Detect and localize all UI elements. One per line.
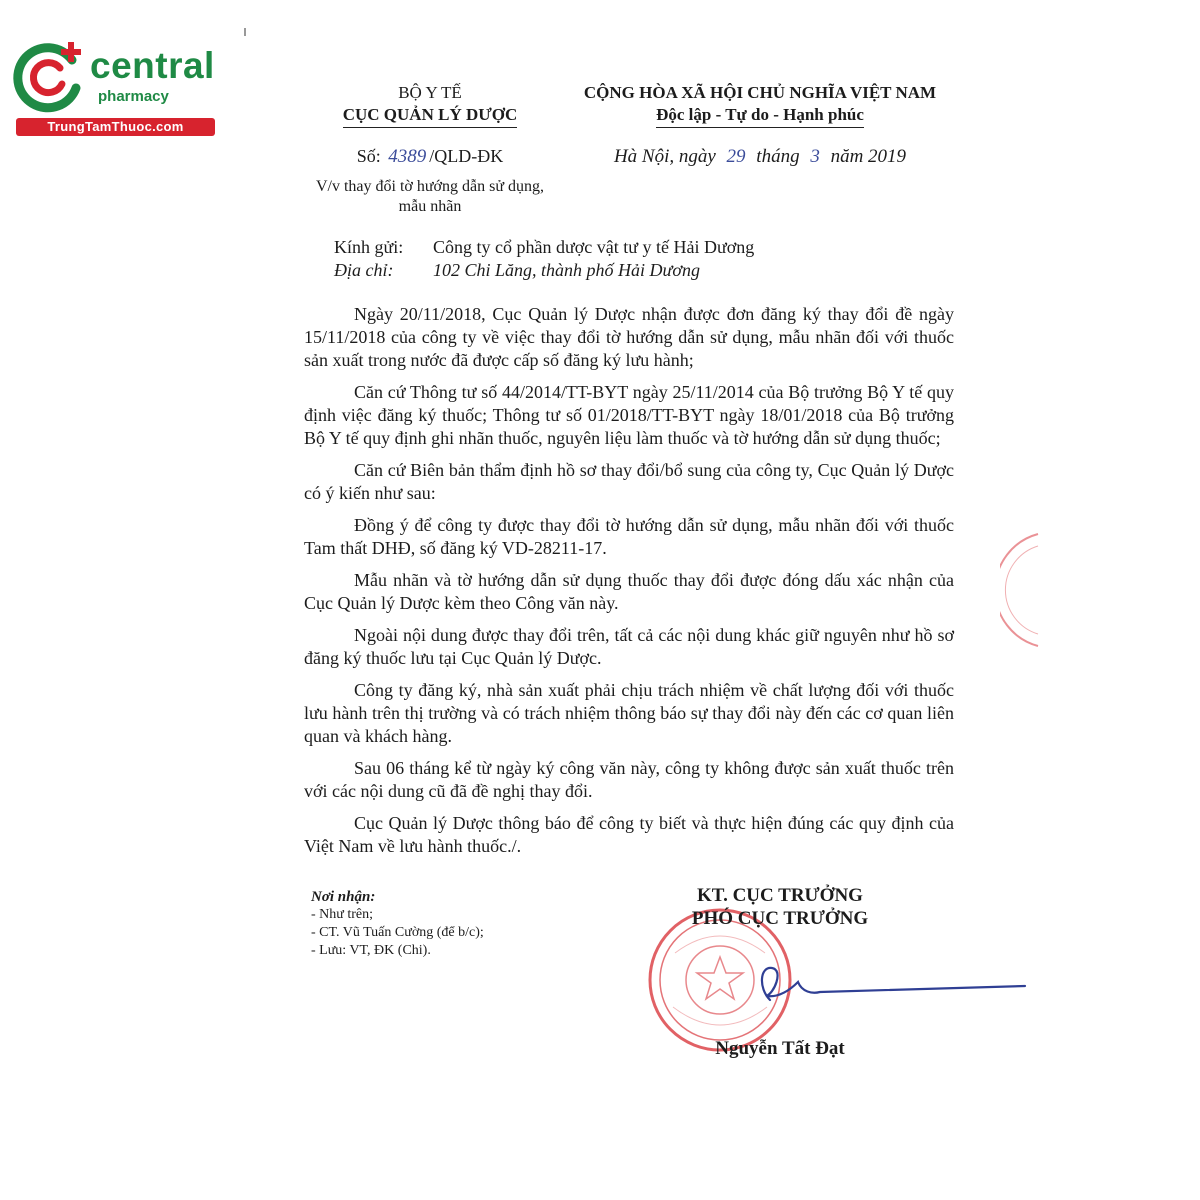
recipient-to-label: Kính gửi: bbox=[334, 237, 404, 257]
date-year: năm 2019 bbox=[830, 146, 907, 167]
recipient-to bbox=[334, 236, 974, 259]
distribution-item: - Như trên; bbox=[311, 907, 374, 922]
distribution-title: Nơi nhận: bbox=[311, 889, 376, 905]
body-paragraph: Mẫu nhãn và tờ hướng dẫn sử dụng thuốc thay đổi được đóng dấu xác nhận của Cục Quản lý Dược kèm theo Công văn này. bbox=[304, 570, 954, 613]
document-number bbox=[300, 145, 560, 168]
date-month: 3 bbox=[810, 146, 820, 167]
signature-icon bbox=[740, 960, 1040, 1010]
recipient-address-label: Địa chỉ: bbox=[334, 260, 394, 280]
national-motto: Độc lập - Tự do - Hạnh phúc bbox=[656, 104, 864, 128]
document-number-prefix: Số: bbox=[356, 146, 381, 166]
logo-wordmark: central bbox=[90, 45, 215, 86]
recipient-address-value: 102 Chi Lăng, thành phố Hải Dương bbox=[433, 260, 700, 280]
ministry-name: BỘ Y TẾ bbox=[398, 83, 462, 102]
document-subject bbox=[300, 177, 560, 217]
body-paragraph: Sau 06 tháng kể từ ngày ký công văn này, công ty không được sản xuất thuốc trên với các nội dung cũ đã đề nghị thay đổi. bbox=[304, 758, 954, 801]
body-paragraph: Cục Quản lý Dược thông báo để công ty biết và thực hiện đúng các quy định của Việt Nam về lưu hành thuốc./. bbox=[304, 813, 954, 856]
republic-name: CỘNG HÒA XÃ HỘI CHỦ NGHĨA VIỆT NAM bbox=[583, 83, 937, 102]
partial-seal-icon bbox=[1000, 530, 1040, 650]
signer-title-1: KT. CỤC TRƯỞNG bbox=[697, 885, 863, 906]
body-paragraph: Căn cứ Biên bản thẩm định hồ sơ thay đổi/bổ sung của công ty, Cục Quản lý Dược có ý kiến như sau: bbox=[304, 460, 954, 503]
signer-title-block bbox=[620, 884, 940, 930]
subject-line-1: V/v thay đổi tờ hướng dẫn sử dụng, bbox=[315, 178, 545, 195]
central-pharmacy-logo bbox=[10, 38, 215, 138]
national-header bbox=[560, 82, 960, 169]
signer-name: Nguyễn Tất Đạt bbox=[715, 1038, 845, 1059]
body-paragraph: Căn cứ Thông tư số 44/2014/TT-BYT ngày 25/11/2014 của Bộ trưởng Bộ Y tế quy định việc đăng ký thuốc; Thông tư số 01/2018/TT-BYT ngày 18/01/2018 của Bộ trưởng Bộ Y tế quy định ghi nhãn thuốc, nguyên liệu làm thuốc và tờ hướng dẫn sử dụng thuốc; bbox=[304, 382, 954, 448]
central-pharmacy-logo-icon bbox=[10, 38, 86, 114]
subject-line-2: mẫu nhãn bbox=[398, 198, 462, 215]
issuer-header bbox=[300, 82, 560, 217]
body-paragraph: Ngày 20/11/2018, Cục Quản lý Dược nhận được đơn đăng ký thay đổi đề ngày 15/11/2018 của công ty về việc thay đổi tờ hướng dẫn sử dụng, mẫu nhãn đối với thuốc sản xuất trong nước đã được cấp số đăng ký lưu hành; bbox=[304, 304, 954, 370]
date-month-label: tháng bbox=[756, 146, 800, 167]
date-day: 29 bbox=[726, 146, 746, 167]
document-number-handwritten: 4389 bbox=[388, 146, 427, 167]
scan-mark bbox=[244, 28, 246, 36]
place-and-date bbox=[560, 145, 960, 169]
recipient-address bbox=[334, 259, 974, 282]
recipient-to-value: Công ty cổ phần dược vật tư y tế Hải Dương bbox=[433, 237, 755, 257]
agency-name: CỤC QUẢN LÝ DƯỢC bbox=[343, 104, 518, 128]
logo-site-band: TrungTamThuoc.com bbox=[16, 118, 215, 136]
date-place-label: Hà Nội, ngày bbox=[613, 146, 716, 167]
body-paragraph: Ngoài nội dung được thay đổi trên, tất cả các nội dung khác giữ nguyên như hồ sơ đăng ký thuốc lưu tại Cục Quản lý Dược. bbox=[304, 625, 954, 668]
signer-title-2: PHÓ CỤC TRƯỞNG bbox=[691, 908, 869, 929]
document-number-suffix: /QLD-ĐK bbox=[429, 146, 504, 166]
distribution-item: - CT. Vũ Tuấn Cường (để b/c); bbox=[311, 925, 484, 940]
logo-subtitle: pharmacy bbox=[98, 88, 169, 105]
body-paragraph: Công ty đăng ký, nhà sản xuất phải chịu trách nhiệm về chất lượng đối với thuốc lưu hành trên thị trường và có trách nhiệm thông báo sự thay đổi này đến các cơ quan liên quan và khách hàng. bbox=[304, 680, 954, 746]
letter-body bbox=[304, 303, 954, 867]
body-paragraph: Đồng ý để công ty được thay đổi tờ hướng dẫn sử dụng, mẫu nhãn đối với thuốc Tam thất DHĐ, số đăng ký VD-28211-17. bbox=[304, 515, 954, 558]
distribution-item: - Lưu: VT, ĐK (Chi). bbox=[311, 943, 431, 958]
distribution-list bbox=[311, 888, 611, 960]
recipient-block bbox=[334, 236, 974, 282]
